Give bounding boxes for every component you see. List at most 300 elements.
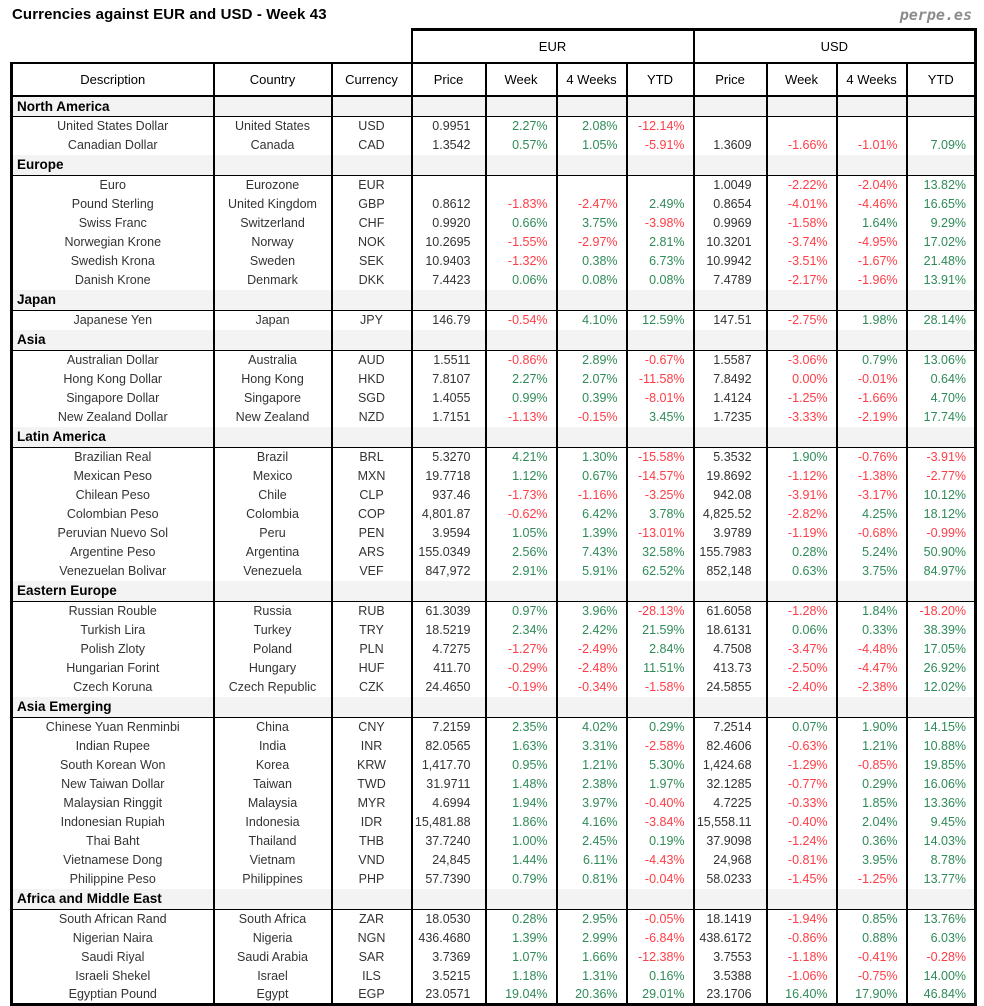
country-cell: Taiwan	[214, 775, 332, 794]
eur-4weeks-cell: -2.97%	[557, 233, 627, 252]
description-cell: Hungarian Forint	[12, 659, 214, 678]
usd-week-cell: 0.06%	[767, 621, 837, 640]
section-row	[12, 290, 976, 311]
description-cell: South African Rand	[12, 910, 214, 929]
eur-week-cell: -1.27%	[486, 640, 557, 659]
eur-4weeks-cell: 0.81%	[557, 870, 627, 889]
description-cell: Saudi Riyal	[12, 948, 214, 967]
description-cell: Egyptian Pound	[12, 986, 214, 1005]
table-body	[12, 96, 976, 1005]
section-row	[12, 697, 976, 718]
usd-4weeks-cell: -1.67%	[837, 252, 907, 271]
usd-ytd-cell: 84.97%	[907, 562, 976, 581]
usd-week-cell: -2.17%	[767, 271, 837, 290]
usd-week-cell: -0.77%	[767, 775, 837, 794]
eur-price-cell: 1.5511	[412, 351, 486, 370]
usd-4weeks-cell: -1.01%	[837, 136, 907, 155]
usd-week-cell: -3.33%	[767, 408, 837, 427]
currency-row	[12, 117, 976, 136]
col-header-usd-price: Price	[694, 63, 767, 96]
usd-ytd-cell: 6.03%	[907, 929, 976, 948]
currency-row	[12, 659, 976, 678]
col-header-eur-price: Price	[412, 63, 486, 96]
usd-ytd-cell: 13.77%	[907, 870, 976, 889]
section-filler-cell	[557, 290, 627, 311]
usd-price-cell: 155.7983	[694, 543, 767, 562]
eur-ytd-cell: -3.84%	[627, 813, 694, 832]
currency-code-cell: SGD	[332, 389, 412, 408]
currency-code-cell: ZAR	[332, 910, 412, 929]
section-label: Latin America	[12, 427, 214, 448]
description-cell: Thai Baht	[12, 832, 214, 851]
currency-code-cell: CAD	[332, 136, 412, 155]
eur-price-cell: 1.3542	[412, 136, 486, 155]
currency-code-cell: VEF	[332, 562, 412, 581]
usd-ytd-cell: 16.06%	[907, 775, 976, 794]
section-label: Europe	[12, 155, 214, 176]
country-cell: Israel	[214, 967, 332, 986]
section-filler-cell	[907, 697, 976, 718]
section-filler-cell	[907, 581, 976, 602]
eur-ytd-cell: 6.73%	[627, 252, 694, 271]
usd-week-cell: -1.29%	[767, 756, 837, 775]
eur-ytd-cell: 0.19%	[627, 832, 694, 851]
eur-ytd-cell: -1.58%	[627, 678, 694, 697]
currency-code-cell: INR	[332, 737, 412, 756]
usd-4weeks-cell: 17.90%	[837, 986, 907, 1005]
description-cell: Australian Dollar	[12, 351, 214, 370]
brand-logo-text: perpe.es	[899, 6, 972, 24]
description-cell: Canadian Dollar	[12, 136, 214, 155]
usd-week-cell: -0.63%	[767, 737, 837, 756]
usd-ytd-cell: 4.70%	[907, 389, 976, 408]
section-filler-cell	[412, 581, 486, 602]
usd-4weeks-cell: -0.68%	[837, 524, 907, 543]
section-row	[12, 581, 976, 602]
section-filler-cell	[557, 697, 627, 718]
eur-4weeks-cell: 2.99%	[557, 929, 627, 948]
eur-week-cell: 1.86%	[486, 813, 557, 832]
usd-ytd-cell: 38.39%	[907, 621, 976, 640]
eur-price-cell: 19.7718	[412, 467, 486, 486]
col-header-eur-ytd: YTD	[627, 63, 694, 96]
country-cell: United States	[214, 117, 332, 136]
description-cell: Swiss Franc	[12, 214, 214, 233]
eur-week-cell: 1.05%	[486, 524, 557, 543]
eur-price-cell: 24,845	[412, 851, 486, 870]
eur-week-cell: 1.94%	[486, 794, 557, 813]
eur-week-cell: -0.62%	[486, 505, 557, 524]
description-cell: Indian Rupee	[12, 737, 214, 756]
eur-4weeks-cell: -2.48%	[557, 659, 627, 678]
section-filler-cell	[627, 96, 694, 117]
usd-ytd-cell: 19.85%	[907, 756, 976, 775]
section-filler-cell	[694, 290, 767, 311]
country-cell: India	[214, 737, 332, 756]
section-row	[12, 155, 976, 176]
section-filler-cell	[767, 427, 837, 448]
currency-row	[12, 252, 976, 271]
usd-ytd-cell: 16.65%	[907, 195, 976, 214]
section-filler-cell	[907, 155, 976, 176]
currency-code-cell: ILS	[332, 967, 412, 986]
currency-row	[12, 562, 976, 581]
usd-week-cell: -1.06%	[767, 967, 837, 986]
eur-price-cell: 3.7369	[412, 948, 486, 967]
usd-week-cell: -3.47%	[767, 640, 837, 659]
currency-row	[12, 737, 976, 756]
country-cell: Saudi Arabia	[214, 948, 332, 967]
usd-4weeks-cell: -4.47%	[837, 659, 907, 678]
section-filler-cell	[694, 427, 767, 448]
currency-row	[12, 389, 976, 408]
eur-price-cell: 82.0565	[412, 737, 486, 756]
eur-4weeks-cell: -2.47%	[557, 195, 627, 214]
eur-price-cell	[412, 176, 486, 195]
eur-week-cell: 0.99%	[486, 389, 557, 408]
usd-ytd-cell: 50.90%	[907, 543, 976, 562]
usd-ytd-cell: 14.15%	[907, 718, 976, 737]
section-filler-cell	[627, 155, 694, 176]
usd-4weeks-cell	[837, 117, 907, 136]
usd-ytd-cell: 10.88%	[907, 737, 976, 756]
section-filler-cell	[627, 427, 694, 448]
section-filler-cell	[412, 889, 486, 910]
currency-row	[12, 524, 976, 543]
eur-week-cell: 0.97%	[486, 602, 557, 621]
country-cell: United Kingdom	[214, 195, 332, 214]
eur-4weeks-cell	[557, 176, 627, 195]
currency-code-cell: PEN	[332, 524, 412, 543]
section-filler-cell	[694, 330, 767, 351]
section-filler-cell	[412, 697, 486, 718]
section-filler-cell	[907, 96, 976, 117]
usd-week-cell: -0.81%	[767, 851, 837, 870]
usd-4weeks-cell: 5.24%	[837, 543, 907, 562]
usd-ytd-cell: 12.02%	[907, 678, 976, 697]
eur-week-cell: 0.95%	[486, 756, 557, 775]
currency-code-cell: IDR	[332, 813, 412, 832]
eur-price-cell: 4,801.87	[412, 505, 486, 524]
description-cell: Swedish Krona	[12, 252, 214, 271]
section-filler-cell	[332, 330, 412, 351]
eur-week-cell: 1.12%	[486, 467, 557, 486]
eur-4weeks-cell: 2.95%	[557, 910, 627, 929]
eur-4weeks-cell: 7.43%	[557, 543, 627, 562]
eur-ytd-cell: -0.40%	[627, 794, 694, 813]
eur-ytd-cell: 29.01%	[627, 986, 694, 1005]
eur-ytd-cell: -11.58%	[627, 370, 694, 389]
country-cell: Switzerland	[214, 214, 332, 233]
section-filler-cell	[837, 155, 907, 176]
eur-ytd-cell: -12.38%	[627, 948, 694, 967]
country-cell: Norway	[214, 233, 332, 252]
currency-code-cell: VND	[332, 851, 412, 870]
usd-ytd-cell: -0.28%	[907, 948, 976, 967]
usd-4weeks-cell: 4.25%	[837, 505, 907, 524]
currency-row	[12, 929, 976, 948]
currency-code-cell: HUF	[332, 659, 412, 678]
eur-4weeks-cell: 3.97%	[557, 794, 627, 813]
section-filler-cell	[214, 889, 332, 910]
usd-price-cell: 1.3609	[694, 136, 767, 155]
currency-row	[12, 813, 976, 832]
section-filler-cell	[767, 155, 837, 176]
country-cell: Hungary	[214, 659, 332, 678]
eur-4weeks-cell: 2.45%	[557, 832, 627, 851]
usd-price-cell: 5.3532	[694, 448, 767, 467]
section-filler-cell	[694, 155, 767, 176]
usd-week-cell: -1.94%	[767, 910, 837, 929]
col-header-description: Description	[12, 63, 214, 96]
usd-ytd-cell: -2.77%	[907, 467, 976, 486]
eur-week-cell: 19.04%	[486, 986, 557, 1005]
currency-code-cell: DKK	[332, 271, 412, 290]
country-cell: Poland	[214, 640, 332, 659]
usd-price-cell: 4.7225	[694, 794, 767, 813]
country-cell: Peru	[214, 524, 332, 543]
eur-week-cell: 1.48%	[486, 775, 557, 794]
eur-4weeks-cell: 0.67%	[557, 467, 627, 486]
usd-price-cell: 852,148	[694, 562, 767, 581]
currency-row	[12, 214, 976, 233]
country-cell: Venezuela	[214, 562, 332, 581]
eur-price-cell: 7.4423	[412, 271, 486, 290]
description-cell: Japanese Yen	[12, 311, 214, 330]
usd-price-cell: 61.6058	[694, 602, 767, 621]
currency-row	[12, 176, 976, 195]
country-cell: Russia	[214, 602, 332, 621]
eur-ytd-cell: 0.16%	[627, 967, 694, 986]
currency-row	[12, 370, 976, 389]
currency-row	[12, 794, 976, 813]
section-filler-cell	[627, 697, 694, 718]
section-filler-cell	[214, 330, 332, 351]
eur-ytd-cell: -12.14%	[627, 117, 694, 136]
usd-4weeks-cell: 0.33%	[837, 621, 907, 640]
usd-4weeks-cell: 0.36%	[837, 832, 907, 851]
eur-ytd-cell: 2.49%	[627, 195, 694, 214]
section-filler-cell	[332, 581, 412, 602]
currency-row	[12, 718, 976, 737]
section-filler-cell	[557, 581, 627, 602]
country-cell: Thailand	[214, 832, 332, 851]
usd-price-cell: 0.8654	[694, 195, 767, 214]
eur-ytd-cell: 2.81%	[627, 233, 694, 252]
eur-4weeks-cell: 2.08%	[557, 117, 627, 136]
usd-price-cell	[694, 117, 767, 136]
currency-row	[12, 602, 976, 621]
usd-ytd-cell: 9.45%	[907, 813, 976, 832]
usd-week-cell: -4.01%	[767, 195, 837, 214]
country-cell: Argentina	[214, 543, 332, 562]
description-cell: United States Dollar	[12, 117, 214, 136]
eur-4weeks-cell: 1.05%	[557, 136, 627, 155]
eur-ytd-cell: 21.59%	[627, 621, 694, 640]
usd-price-cell: 15,558.11	[694, 813, 767, 832]
currency-row	[12, 351, 976, 370]
eur-ytd-cell: -15.58%	[627, 448, 694, 467]
currency-code-cell: COP	[332, 505, 412, 524]
usd-week-cell: -0.86%	[767, 929, 837, 948]
section-filler-cell	[412, 330, 486, 351]
usd-4weeks-cell: 1.90%	[837, 718, 907, 737]
eur-week-cell: -0.54%	[486, 311, 557, 330]
description-cell: Danish Krone	[12, 271, 214, 290]
usd-week-cell: 0.00%	[767, 370, 837, 389]
section-filler-cell	[486, 96, 557, 117]
country-cell: China	[214, 718, 332, 737]
currency-row	[12, 233, 976, 252]
usd-week-cell: 1.90%	[767, 448, 837, 467]
section-filler-cell	[214, 155, 332, 176]
currency-row	[12, 621, 976, 640]
currency-code-cell: CNY	[332, 718, 412, 737]
country-cell: Hong Kong	[214, 370, 332, 389]
usd-price-cell: 942.08	[694, 486, 767, 505]
usd-ytd-cell: -0.99%	[907, 524, 976, 543]
currency-code-cell: JPY	[332, 311, 412, 330]
usd-4weeks-cell: -2.19%	[837, 408, 907, 427]
eur-group-header: EUR	[412, 30, 694, 63]
eur-price-cell: 3.9594	[412, 524, 486, 543]
usd-price-cell: 58.0233	[694, 870, 767, 889]
usd-week-cell: 0.07%	[767, 718, 837, 737]
usd-week-cell: -2.50%	[767, 659, 837, 678]
usd-ytd-cell: 14.03%	[907, 832, 976, 851]
section-filler-cell	[837, 697, 907, 718]
country-cell: Czech Republic	[214, 678, 332, 697]
eur-price-cell: 24.4650	[412, 678, 486, 697]
section-filler-cell	[627, 290, 694, 311]
usd-price-cell: 147.51	[694, 311, 767, 330]
eur-week-cell: 2.27%	[486, 117, 557, 136]
usd-week-cell: 0.28%	[767, 543, 837, 562]
description-cell: Brazilian Real	[12, 448, 214, 467]
section-filler-cell	[837, 889, 907, 910]
section-filler-cell	[767, 96, 837, 117]
section-filler-cell	[557, 330, 627, 351]
usd-4weeks-cell: 0.29%	[837, 775, 907, 794]
section-filler-cell	[694, 697, 767, 718]
usd-ytd-cell: 28.14%	[907, 311, 976, 330]
usd-4weeks-cell: -2.38%	[837, 678, 907, 697]
country-cell: Nigeria	[214, 929, 332, 948]
usd-price-cell: 24,968	[694, 851, 767, 870]
country-cell: Vietnam	[214, 851, 332, 870]
usd-4weeks-cell: 2.04%	[837, 813, 907, 832]
usd-ytd-cell: 10.12%	[907, 486, 976, 505]
usd-ytd-cell: 21.48%	[907, 252, 976, 271]
section-filler-cell	[412, 96, 486, 117]
currency-code-cell: PHP	[332, 870, 412, 889]
usd-week-cell: -1.28%	[767, 602, 837, 621]
description-cell: Chilean Peso	[12, 486, 214, 505]
usd-price-cell: 23.1706	[694, 986, 767, 1005]
usd-price-cell: 4,825.52	[694, 505, 767, 524]
usd-week-cell: -2.82%	[767, 505, 837, 524]
usd-week-cell: -3.51%	[767, 252, 837, 271]
currency-row	[12, 948, 976, 967]
section-filler-cell	[412, 290, 486, 311]
usd-week-cell: -2.40%	[767, 678, 837, 697]
usd-price-cell: 3.5388	[694, 967, 767, 986]
eur-price-cell: 3.5215	[412, 967, 486, 986]
section-filler-cell	[557, 889, 627, 910]
eur-ytd-cell: 62.52%	[627, 562, 694, 581]
section-filler-cell	[214, 697, 332, 718]
usd-ytd-cell	[907, 117, 976, 136]
description-cell: Hong Kong Dollar	[12, 370, 214, 389]
group-header-spacer	[12, 30, 412, 63]
eur-week-cell: -1.13%	[486, 408, 557, 427]
currency-row	[12, 967, 976, 986]
usd-4weeks-cell: 3.95%	[837, 851, 907, 870]
currency-code-cell: KRW	[332, 756, 412, 775]
usd-price-cell: 3.7553	[694, 948, 767, 967]
eur-week-cell: 0.79%	[486, 870, 557, 889]
section-filler-cell	[332, 697, 412, 718]
currency-code-cell: MXN	[332, 467, 412, 486]
eur-price-cell: 411.70	[412, 659, 486, 678]
usd-week-cell: -1.12%	[767, 467, 837, 486]
section-filler-cell	[767, 697, 837, 718]
eur-4weeks-cell: 2.38%	[557, 775, 627, 794]
currency-code-cell: PLN	[332, 640, 412, 659]
description-cell: Russian Rouble	[12, 602, 214, 621]
usd-4weeks-cell: -4.48%	[837, 640, 907, 659]
description-cell: Peruvian Nuevo Sol	[12, 524, 214, 543]
usd-week-cell: 0.63%	[767, 562, 837, 581]
section-filler-cell	[214, 427, 332, 448]
eur-price-cell: 0.8612	[412, 195, 486, 214]
usd-price-cell: 18.1419	[694, 910, 767, 929]
eur-week-cell: 1.00%	[486, 832, 557, 851]
eur-ytd-cell: 1.97%	[627, 775, 694, 794]
country-cell: Japan	[214, 311, 332, 330]
usd-group-header: USD	[694, 30, 976, 63]
usd-price-cell: 1.0049	[694, 176, 767, 195]
eur-4weeks-cell: 5.91%	[557, 562, 627, 581]
eur-price-cell: 18.5219	[412, 621, 486, 640]
currency-code-cell: CLP	[332, 486, 412, 505]
country-cell: Singapore	[214, 389, 332, 408]
usd-week-cell	[767, 117, 837, 136]
eur-price-cell: 0.9920	[412, 214, 486, 233]
currency-row	[12, 195, 976, 214]
currency-code-cell: NGN	[332, 929, 412, 948]
currency-code-cell: THB	[332, 832, 412, 851]
section-label: Japan	[12, 290, 214, 311]
eur-price-cell: 847,972	[412, 562, 486, 581]
section-filler-cell	[837, 581, 907, 602]
eur-4weeks-cell: 6.11%	[557, 851, 627, 870]
section-filler-cell	[486, 427, 557, 448]
eur-4weeks-cell: 20.36%	[557, 986, 627, 1005]
eur-price-cell: 1.4055	[412, 389, 486, 408]
currency-row	[12, 271, 976, 290]
eur-ytd-cell: -4.43%	[627, 851, 694, 870]
usd-ytd-cell: 13.06%	[907, 351, 976, 370]
usd-week-cell: -3.74%	[767, 233, 837, 252]
currency-row	[12, 756, 976, 775]
eur-week-cell: -0.19%	[486, 678, 557, 697]
description-cell: Israeli Shekel	[12, 967, 214, 986]
section-filler-cell	[767, 581, 837, 602]
usd-price-cell: 7.4789	[694, 271, 767, 290]
section-filler-cell	[627, 581, 694, 602]
usd-4weeks-cell: -3.17%	[837, 486, 907, 505]
